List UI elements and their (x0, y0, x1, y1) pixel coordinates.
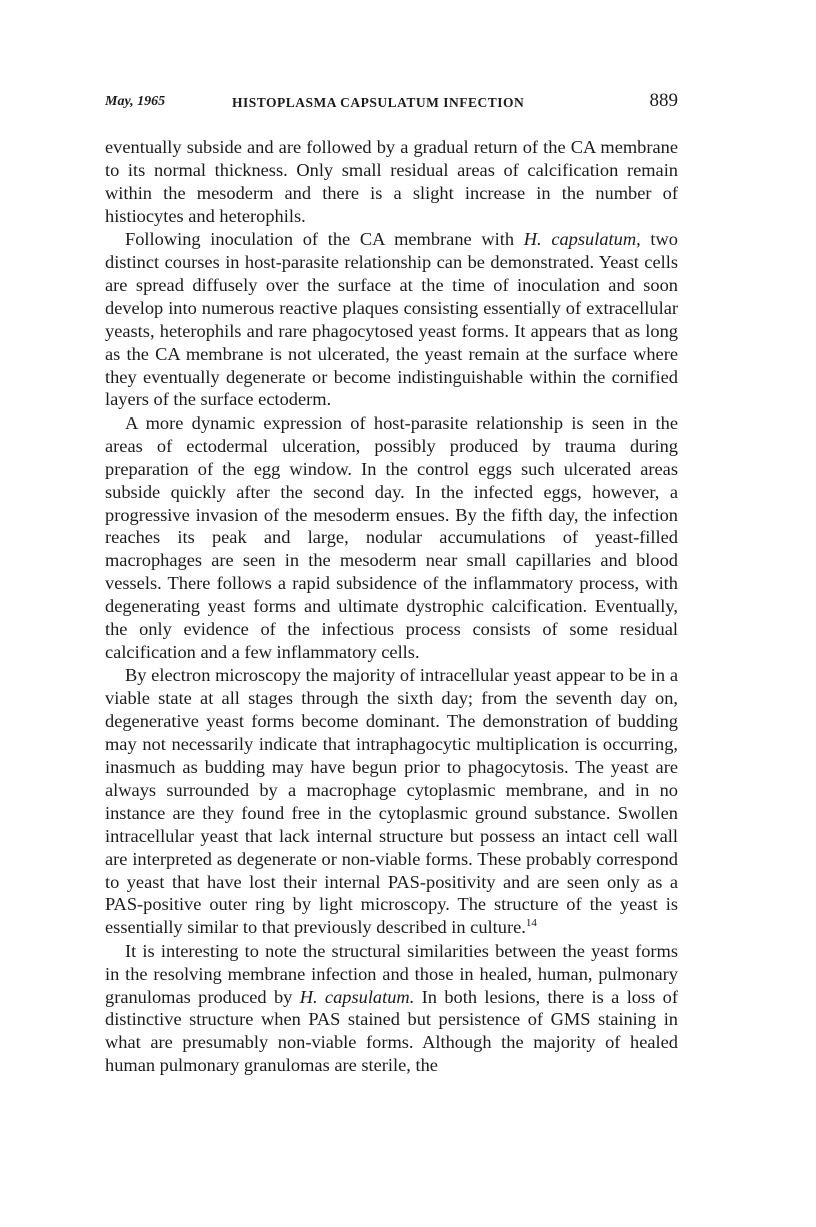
paragraph-electron-microscopy (105, 664, 678, 939)
issue-date: May, 1965 (105, 94, 166, 109)
page-number: 889 (649, 90, 678, 111)
journal-page (105, 90, 678, 1077)
species-name: H. capsulatum. (299, 986, 415, 1007)
paragraph-ulceration (105, 412, 678, 664)
running-title: HISTOPLASMA CAPSULATUM INFECTION (232, 95, 525, 110)
running-head (105, 90, 678, 118)
body-text (105, 136, 678, 1077)
paragraph-text: It is interesting to note the structural similarities between the yeast forms in the resolving membrane infection and those in healed, human, pulmonary granulomas produced by (105, 940, 678, 1007)
paragraph-text: eventually subside and are followed by a gradual return of the CA membrane to its normal thickness. Only small residual areas of calcification remain within the mesoderm and there is a slight increase in the number of histiocytes and heterophils. (105, 137, 678, 226)
paragraph-text: two distinct courses in host-parasite relationship can be demonstrated. Yeast cells are spread diffusely over the surface at the time of inoculation and soon develop into numerous reactive plaques consisting essentially of extracellular yeasts, heterophils and rare phagocytosed yeast forms. It appears that as long as the CA membrane is not ulcerated, the yeast remain at the surface where they eventually degenerate or become indistinguishable within the cornified layers of the surface ectoderm. (105, 229, 679, 410)
paragraph-text: In both lesions, there is a loss of distinctive structure when PAS stained but persistence of GMS staining in what are presumably non-viable forms. Although the majority of healed human pulmonary granulomas are sterile, the (105, 986, 678, 1076)
paragraph-text: A more dynamic expression of host-parasite relationship is seen in the areas of ectodermal ulceration, possibly produced by trauma during preparation of the egg window. In the control eggs such ulcerated areas subside quickly after the second day. In the infected eggs, however, a progressive invasion of the mesoderm ensues. By the fifth day, the infection reaches its peak and large, nodular accumulations of yeast-filled macrophages are seen in the mesoderm near small capillaries and blood vessels. There follows a rapid subsidence of the inflammatory process, with degenerating yeast forms and ultimate dystrophic calcification. Eventually, the only evidence of the infectious process consists of some residual calcification and a few inflammatory cells. (105, 412, 678, 662)
paragraph-text: By electron microscopy the majority of intracellular yeast appear to be in a viable state at all stages through the sixth day; from the seventh day on, degenerative yeast forms become dominant. The demonstration of budding may not necessarily indicate that intraphagocytic multiplication is occurring, inasmuch as budding may have begun prior to phagocytosis. The yeast are always surrounded by a macrophage cytoplasmic membrane, and in no instance are they found free in the cytoplasmic ground substance. Swollen intracellular yeast that lack internal structure but possess an intact cell wall are interpreted as degenerate or non-viable forms. These probably correspond to yeast that have lost their internal PAS-positivity and are seen only as a PAS-positive outer ring by light microscopy. The structure of the yeast is essentially similar to that previously described in culture. (105, 665, 678, 938)
paragraph-continuation (105, 136, 678, 228)
footnote-reference: 14 (525, 917, 537, 930)
paragraph-inoculation (105, 228, 678, 411)
paragraph-structural-similarities (105, 940, 678, 1077)
species-name: H. capsulatum, (523, 229, 641, 250)
paragraph-text: Following inoculation of the CA membrane with (125, 229, 524, 250)
